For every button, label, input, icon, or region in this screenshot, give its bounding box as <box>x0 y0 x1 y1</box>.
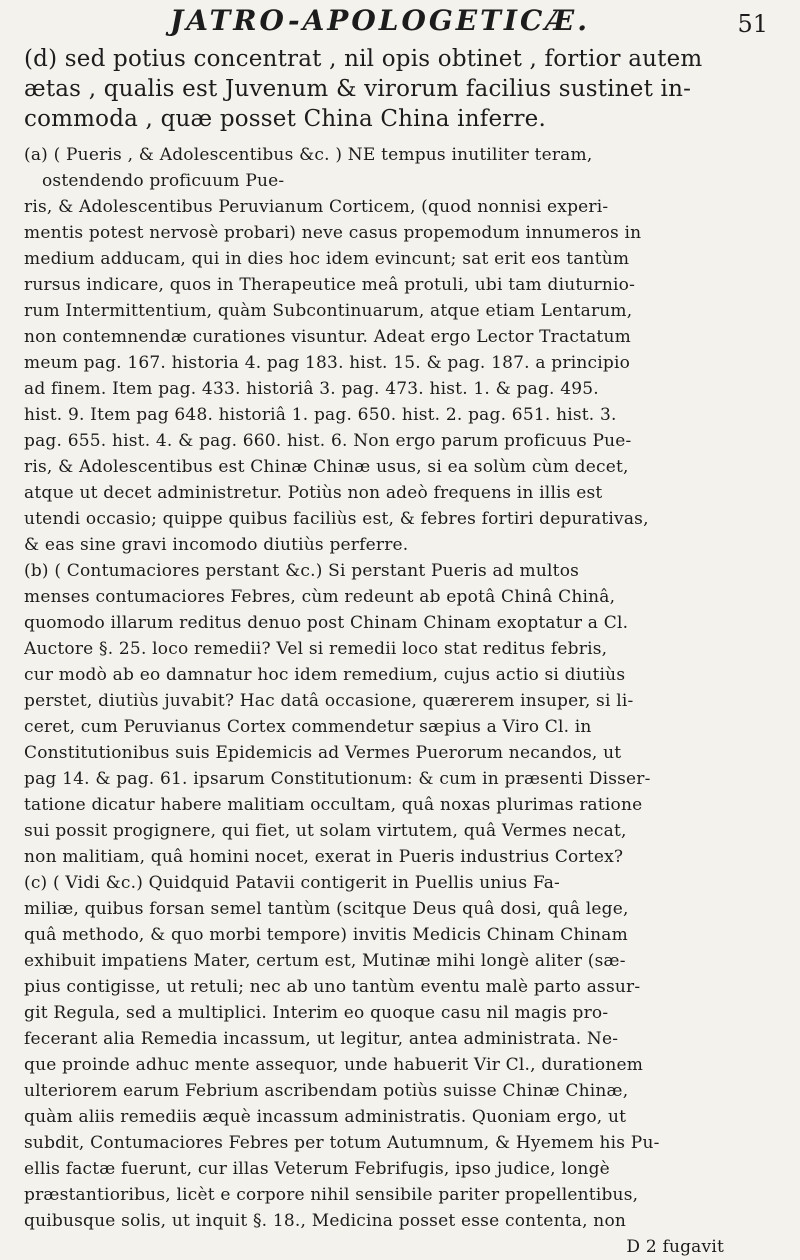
text-line: ætas , qualis est Juvenum & virorum facilius sustinet in- <box>24 76 692 102</box>
footnote-line: que proinde adhuc mente assequor, unde habuerit Vir Cl., durationem <box>24 1055 644 1075</box>
footnote-line: ulteriorem earum Febrium ascribendam potiùs suisse Chinæ Chinæ, <box>24 1081 629 1101</box>
footnote-line: rum Intermittentium, quàm Subcontinuarum, atque etiam Lentarum, <box>24 301 633 321</box>
footnote-line: fecerant alia Remedia incassum, ut legitur, antea administrata. Ne- <box>24 1029 619 1049</box>
footnote-line: rursus indicare, quos in Therapeutice meâ protuli, ubi tam diuturnio- <box>24 275 636 295</box>
footnote-line: & eas sine gravi incomodo diutiùs perferre. <box>24 535 409 555</box>
footnote-line: git Regula, sed a multiplici. Interim eo quoque casu nil magis pro- <box>24 1003 609 1023</box>
page-number: 51 <box>737 10 768 38</box>
footnote-line: non malitiam, quâ homini nocet, exerat in Pueris industrius Cortex? <box>24 847 624 867</box>
footnote-line: (a) ( Pueris , & Adolescentibus &c. ) NE tempus inutiliter teram, <box>24 145 593 165</box>
footnote-line: sui possit progignere, qui fiet, ut solam virtutem, quâ Vermes necat, <box>24 821 627 841</box>
footnote-line: ris, & Adolescentibus Peruvianum Corticem, (quod nonnisi experi- <box>24 197 609 217</box>
footnote-line: cur modò ab eo damnatur hoc idem remedium, cujus actio si diutiùs <box>24 665 626 685</box>
text-line: (d) sed potius concentrat , nil opis obtinet , fortior autem <box>24 46 703 72</box>
body-text <box>24 44 784 1260</box>
footnote-line: medium adducam, qui in dies hoc idem evincunt; sat erit eos tantùm <box>24 249 630 269</box>
footnote-line: (b) ( Contumaciores perstant &c.) Si perstant Pueris ad multos <box>24 561 580 581</box>
footnote-line: quibusque solis, ut inquit §. 18., Medicina posset esse contenta, non <box>24 1211 627 1231</box>
footnote-line: ostendendo proficuum Pue- <box>42 171 285 191</box>
footnote-line: pag. 655. hist. 4. & pag. 660. hist. 6. Non ergo parum proficuus Pue- <box>24 431 632 451</box>
footnote-line: ad finem. Item pag. 433. historiâ 3. pag. 473. hist. 1. & pag. 495. <box>24 379 599 399</box>
footnote-line: ris, & Adolescentibus est Chinæ Chinæ usus, si ea solùm cùm decet, <box>24 457 629 477</box>
footnote-line: miliæ, quibus forsan semel tantùm (scitque Deus quâ dosi, quâ lege, <box>24 899 629 919</box>
footnote-line: tatione dicatur habere malitiam occultam, quâ noxas plurimas ratione <box>24 795 643 815</box>
text-line: commoda , quæ posset China China inferre. <box>24 106 546 132</box>
footnote-line: quâ methodo, & quo morbi tempore) invitis Medicis Chinam Chinam <box>24 925 628 945</box>
footnote-line: pag 14. & pag. 61. ipsarum Constitutionum: & cum in præsenti Disser- <box>24 769 651 789</box>
footnote-line: quomodo illarum reditus denuo post Chinam Chinam exoptatur a Cl. <box>24 613 629 633</box>
footnote-line: quàm aliis remediis æquè incassum administratis. Quoniam ergo, ut <box>24 1107 627 1127</box>
running-title: JATRO-APOLOGETICÆ. <box>170 4 591 37</box>
footnote-line: præstantioribus, licèt e corpore nihil sensibile pariter propellentibus, <box>24 1185 639 1205</box>
footnote-line: ellis factæ fuerunt, cur illas Veterum Febrifugis, ipso judice, longè <box>24 1159 610 1179</box>
footnote-line: (c) ( Vidi &c.) Quidquid Patavii contigerit in Puellis unius Fa- <box>24 873 560 893</box>
footnote-line: Auctore §. 25. loco remedii? Vel si remedii loco stat reditus febris, <box>24 639 608 659</box>
footnote-line: hist. 9. Item pag 648. historiâ 1. pag. 650. hist. 2. pag. 651. hist. 3. <box>24 405 617 425</box>
page-header <box>0 0 800 40</box>
footnote-line: meum pag. 167. historia 4. pag 183. hist. 15. & pag. 187. a principio <box>24 353 631 373</box>
footnote-line: pius contigisse, ut retuli; nec ab uno tantùm eventu malè parto assur- <box>24 977 641 997</box>
footnote-line: menses contumaciores Febres, cùm redeunt ab epotâ Chinâ Chinâ, <box>24 587 616 607</box>
footnote-line: utendi occasio; quippe quibus faciliùs est, & febres fortiri depurativas, <box>24 509 649 529</box>
footnote-line: ceret, cum Peruvianus Cortex commendetur sæpius a Viro Cl. in <box>24 717 592 737</box>
footnote-line: Constitutionibus suis Epidemicis ad Vermes Puerorum necandos, ut <box>24 743 622 763</box>
footnote-line: subdit, Contumaciores Febres per totum Autumnum, & Hyemem his Pu- <box>24 1133 660 1153</box>
footnote-line: mentis potest nervosè probari) neve casus propemodum innumeros in <box>24 223 642 243</box>
signature-catchword-line: D 2 fugavit <box>626 1237 724 1257</box>
footnote-line: non contemnendæ curationes visuntur. Adeat ergo Lector Tractatum <box>24 327 631 347</box>
footnote-line: exhibuit impatiens Mater, certum est, Mutinæ mihi longè aliter (sæ- <box>24 951 626 971</box>
footnote-line: atque ut decet administretur. Potiùs non adeò frequens in illis est <box>24 483 603 503</box>
footnote-line: perstet, diutiùs juvabit? Hac datâ occasione, quærerem insuper, si li- <box>24 691 634 711</box>
